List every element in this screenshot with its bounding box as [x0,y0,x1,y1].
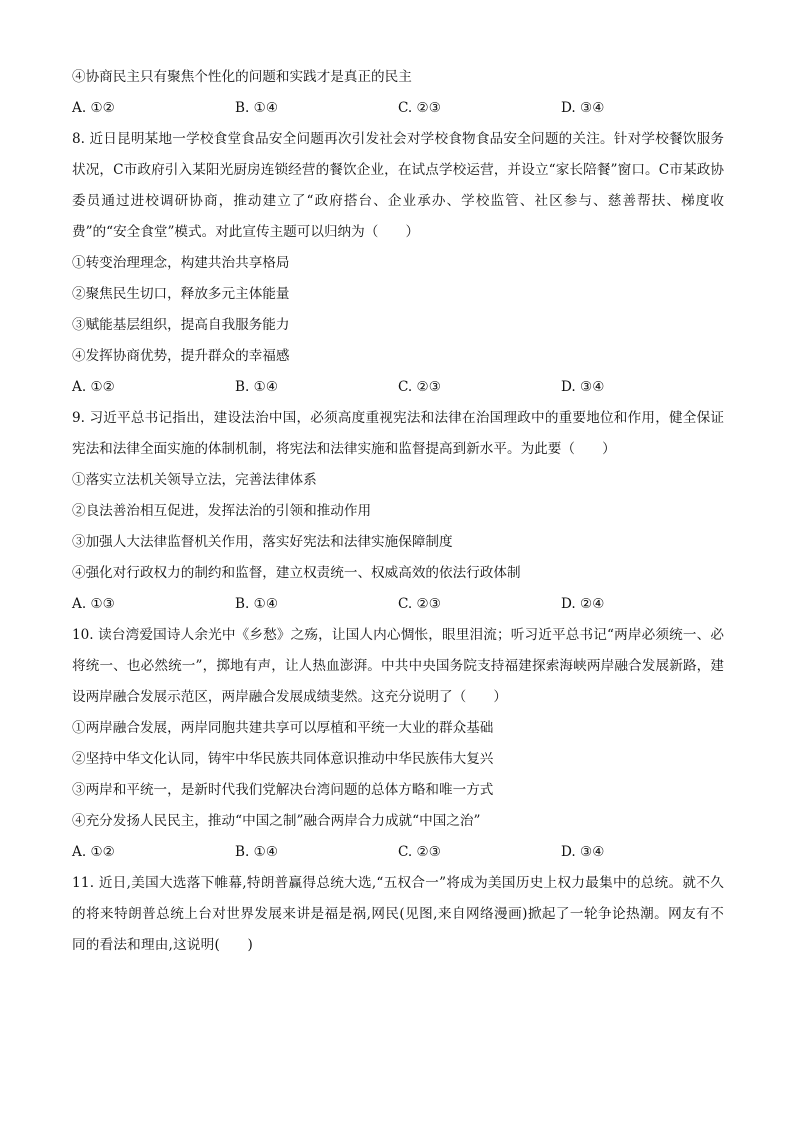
answer-option-a: A. ①② [72,379,115,395]
answer-option-a: A. ①② [72,844,115,860]
answer-option-a: A. ①② [72,100,115,116]
answer-option-c: C. ②③ [398,379,441,395]
answer-option-b: B. ①④ [235,100,279,116]
statement-line: ③两岸和平统一，是新时代我们党解决台湾问题的总体方略和唯一方式 [72,782,494,798]
answer-option-b: B. ①④ [235,596,279,612]
statement-line: ①转变治理理念，构建共治共享格局 [72,255,290,271]
statement-line: ①落实立法机关领导立法，完善法律体系 [72,472,317,488]
statement-line: ①两岸融合发展，两岸同胞共建共享可以厚植和平统一大业的群众基础 [72,720,494,736]
question-stem: 8. 近日昆明某地一学校食堂食品安全问题再次引发社会对学校食物食品安全问题的关注。针对学校餐饮服务状况，C市政府引入某阳光厨房连锁经营的餐饮企业，在试点学校运营，并设立“家长陪餐”窗口。C市某政协委员通过进校调研协商，推动建立了“政府搭台、企业承办、学校监管、社区参与、慈善帮扶、梯度收费”的“安全食堂”模式。对此宣传主题可以归纳为（ ） [72,131,724,240]
answer-option-b: B. ①④ [235,844,279,860]
statement-line: ②聚焦民生切口，释放多元主体能量 [72,286,290,302]
statement-line: ④充分发扬人民民主，推动“中国之制”融合两岸合力成就“中国之治” [72,813,481,829]
statement-line: ②坚持中华文化认同，铸牢中华民族共同体意识推动中华民族伟大复兴 [72,751,494,767]
answer-option-c: C. ②③ [398,844,441,860]
statement-line: ③加强人大法律监督机关作用，落实好宪法和法律实施保障制度 [72,534,453,550]
answer-option-c: C. ②③ [398,596,441,612]
answer-option-a: A. ①③ [72,596,115,612]
answer-option-d: D. ③④ [561,379,605,395]
question-stem: 9. 习近平总书记指出，建设法治中国，必须高度重视宪法和法律在治国理政中的重要地位和作用，健全保证宪法和法律全面实施的体制机制，将宪法和法律实施和监督提高到新水平。为此要（ ） [72,410,724,457]
statement-line: ④协商民主只有聚焦个性化的问题和实践才是真正的民主 [72,69,412,85]
answer-option-d: D. ③④ [561,100,605,116]
answer-options [72,837,724,868]
answer-option-b: B. ①④ [235,379,279,395]
statement-line: ③赋能基层组织，提高自我服务能力 [72,317,290,333]
question-stem: 10. 读台湾爱国诗人余光中《乡愁》之殇，让国人内心惆怅，眼里泪流；听习近平总书记“两岸必须统一、必将统一、也必然统一”，掷地有声，让人热血澎湃。中共中央国务院支持福建探索海峡两岸融合发展新路，建设两岸融合发展示范区，两岸融合发展成绩斐然。这充分说明了（ ） [72,627,724,705]
exam-page [72,62,724,961]
answer-option-d: D. ②④ [561,596,605,612]
statement-line: ④发挥协商优势，提升群众的幸福感 [72,348,290,364]
statement-line: ④强化对行政权力的制约和监督，建立权责统一、权威高效的依法行政体制 [72,565,521,581]
answer-options [72,93,724,124]
answer-options [72,589,724,620]
answer-option-c: C. ②③ [398,100,441,116]
question-stem: 11. 近日,美国大选落下帷幕,特朗普赢得总统大选,“五权合一”将成为美国历史上权力最集中的总统。就不久的将来特朗普总统上台对世界发展来讲是福是祸,网民(见图,来自网络漫画)掀起了一轮争论热潮。网友有不同的看法和理由,这说明( ) [72,875,724,953]
answer-options [72,372,724,403]
answer-option-d: D. ③④ [561,844,605,860]
statement-line: ②良法善治相互促进，发挥法治的引领和推动作用 [72,503,372,519]
